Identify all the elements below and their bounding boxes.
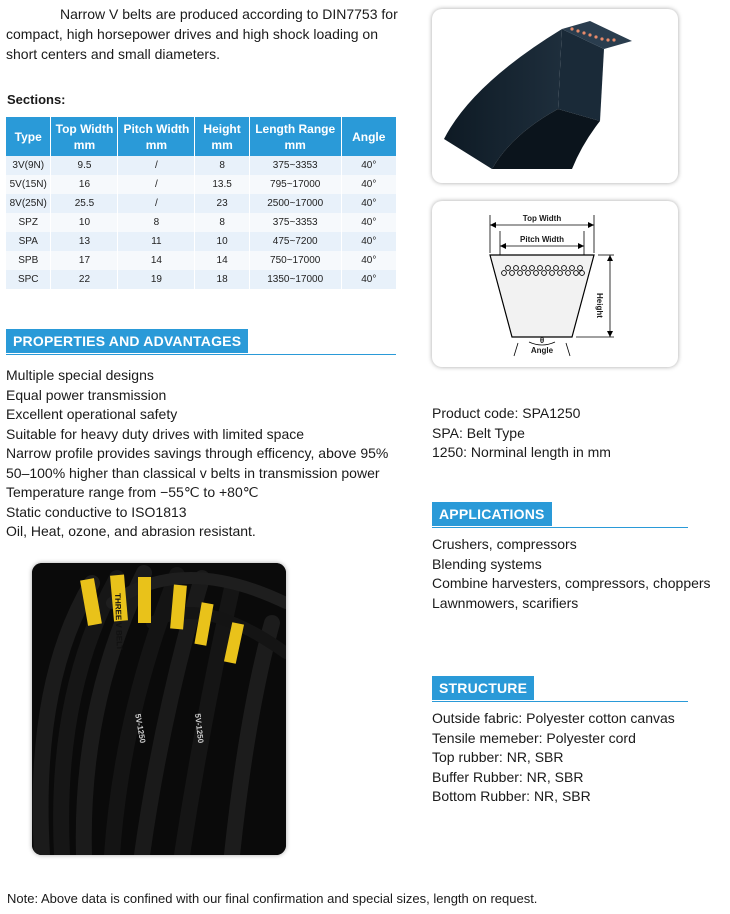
- cell-height: 13.5: [195, 175, 249, 194]
- product-code-line: 1250: Norminal length in mm: [432, 444, 611, 460]
- list-item: Equal power transmission: [6, 386, 167, 403]
- cell-height: 8: [195, 213, 249, 232]
- cell-type: 8V(25N): [6, 194, 51, 213]
- list-item: Crushers, compressors: [432, 536, 577, 552]
- cell-type: 3V(9N): [6, 156, 51, 175]
- properties-title: PROPERTIES AND ADVANTAGES: [6, 329, 248, 353]
- sections-label: Sections:: [7, 92, 66, 107]
- cell-height: 14: [195, 251, 249, 270]
- cell-pitch-width: /: [118, 156, 195, 175]
- cell-length-range: 1350~17000: [249, 270, 341, 289]
- cell-top-width: 13: [51, 232, 118, 251]
- cell-length-range: 375~3353: [249, 213, 341, 232]
- list-item: Buffer Rubber: NR, SBR: [432, 768, 584, 785]
- cell-top-width: 10: [51, 213, 118, 232]
- column-header-type: Type: [6, 117, 51, 156]
- list-item: Suitable for heavy duty drives with limited space: [6, 425, 305, 442]
- cell-type: SPA: [6, 232, 51, 251]
- cell-height: 8: [195, 156, 249, 175]
- list-item: Oil, Heat, ozone, and abrasion resistant.: [6, 523, 256, 539]
- column-header-pitch-width: Pitch Width mm: [118, 117, 195, 156]
- cell-type: SPZ: [6, 213, 51, 232]
- list-item: Combine harvesters, compressors, choppers: [432, 575, 711, 591]
- cell-top-width: 22: [51, 270, 118, 289]
- pitch-width-label: Pitch Width: [520, 235, 564, 244]
- cell-type: 5V(15N): [6, 175, 51, 194]
- cell-height: 10: [195, 232, 249, 251]
- cell-pitch-width: /: [118, 194, 195, 213]
- column-header-height: Height mm: [195, 117, 249, 156]
- list-item: Top rubber: NR, SBR: [432, 749, 564, 765]
- table-header-row: [6, 117, 396, 156]
- top-width-label: Top Width: [522, 214, 562, 223]
- list-item: Temperature range from −55℃ to +80℃: [6, 484, 259, 500]
- cell-pitch-width: 11: [118, 232, 195, 251]
- height-label: Height: [595, 293, 604, 318]
- list-item: Narrow profile provides savings through efficency, above 95%: [6, 445, 389, 461]
- sections-table: [6, 117, 396, 289]
- cell-type: SPC: [6, 270, 51, 289]
- table-row: [6, 251, 396, 270]
- cell-angle: 40°: [341, 175, 396, 194]
- cell-pitch-width: 19: [118, 270, 195, 289]
- angle-label: Angle: [530, 346, 554, 355]
- cell-length-range: 2500~17000: [249, 194, 341, 213]
- cell-height: 23: [195, 194, 249, 213]
- list-item: Outside fabric: Polyester cotton canvas: [432, 710, 675, 726]
- cell-length-range: 475~7200: [249, 232, 341, 251]
- cell-pitch-width: 8: [118, 213, 195, 232]
- column-header-top-width: Top Width mm: [51, 117, 118, 156]
- belt-print-size-2: 5V-1250: [193, 713, 206, 744]
- list-item: Blending systems: [432, 555, 542, 572]
- column-header-length-range: Length Range mm: [249, 117, 341, 156]
- cell-top-width: 25.5: [51, 194, 118, 213]
- footer-note: Note: Above data is confined with our final confirmation and special sizes, length on request.: [7, 891, 538, 906]
- theta-label: θ: [539, 336, 545, 345]
- belt-section-photo: [432, 9, 678, 183]
- list-item: Lawnmowers, scarifiers: [432, 594, 579, 611]
- cell-length-range: 795~17000: [249, 175, 341, 194]
- cell-type: SPB: [6, 251, 51, 270]
- intro-text: Narrow V belts are produced according to DIN7753 for compact, high horsepower drives and high shock loading on short centers and small diameters.: [6, 6, 398, 62]
- table-row: [6, 156, 396, 175]
- properties-divider: [6, 354, 396, 355]
- cell-angle: 40°: [341, 270, 396, 289]
- structure-list: [432, 709, 675, 807]
- list-item: Static conductive to ISO1813: [6, 503, 187, 520]
- table-row: [6, 194, 396, 213]
- cell-angle: 40°: [341, 232, 396, 251]
- list-item: Multiple special designs: [6, 367, 154, 383]
- cell-angle: 40°: [341, 251, 396, 270]
- table-row: [6, 175, 396, 194]
- cell-angle: 40°: [341, 213, 396, 232]
- belt-section-image: [432, 9, 678, 183]
- cell-pitch-width: 14: [118, 251, 195, 270]
- cell-top-width: 17: [51, 251, 118, 270]
- list-item: 50–100% higher than classical v belts in transmission power: [6, 464, 380, 481]
- applications-list: [432, 535, 711, 613]
- belts-photo-image: [32, 563, 286, 855]
- belts-photo: [32, 563, 286, 855]
- table-row: [6, 213, 396, 232]
- belt-print-brand: THREE V BELT: [113, 593, 124, 651]
- cell-top-width: 16: [51, 175, 118, 194]
- cell-pitch-width: /: [118, 175, 195, 194]
- list-item: Excellent operational safety: [6, 406, 178, 422]
- product-code-line: SPA: Belt Type: [432, 424, 525, 441]
- applications-title: APPLICATIONS: [432, 502, 552, 526]
- table-row: [6, 270, 396, 289]
- cell-angle: 40°: [341, 194, 396, 213]
- cross-section-diagram: [432, 201, 678, 367]
- properties-list: [6, 366, 388, 542]
- cell-length-range: 375~3353: [249, 156, 341, 175]
- cell-top-width: 9.5: [51, 156, 118, 175]
- column-header-angle: Angle: [341, 117, 396, 156]
- table-row: [6, 232, 396, 251]
- product-code-block: [432, 404, 611, 463]
- intro-paragraph: [6, 4, 401, 64]
- product-code-line: Product code: SPA1250: [432, 405, 581, 421]
- belt-print-size: 5V-1250: [133, 713, 148, 744]
- cell-angle: 40°: [341, 156, 396, 175]
- cell-height: 18: [195, 270, 249, 289]
- list-item: Tensile memeber: Polyester cord: [432, 729, 636, 746]
- structure-title: STRUCTURE: [432, 676, 534, 700]
- applications-divider: [432, 527, 688, 528]
- list-item: Bottom Rubber: NR, SBR: [432, 788, 591, 804]
- structure-divider: [432, 701, 688, 702]
- cell-length-range: 750~17000: [249, 251, 341, 270]
